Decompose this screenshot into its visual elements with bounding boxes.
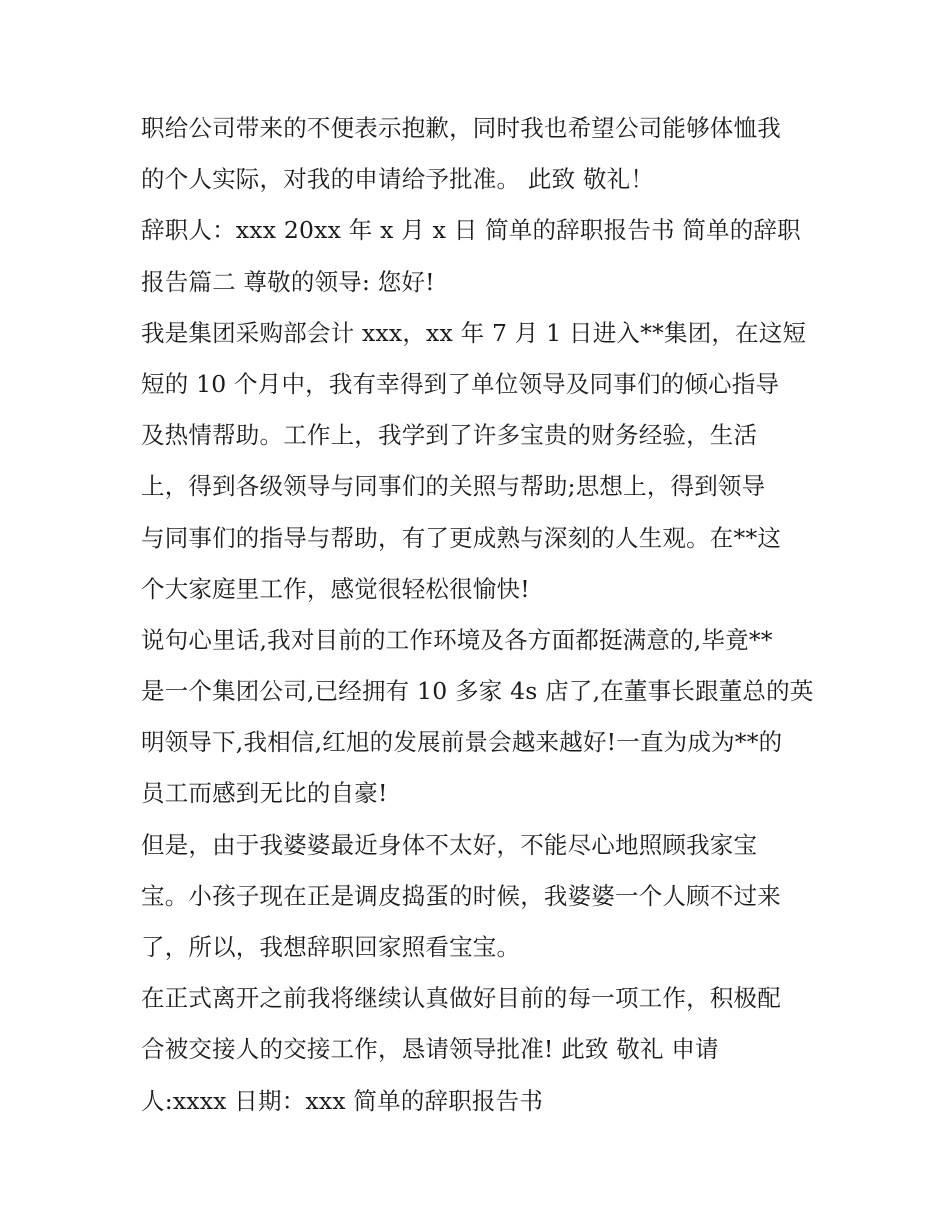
text-line: 我是集团采购部会计 xxx，xx 年 7 月 1 日进入**集团，在这短	[141, 318, 807, 347]
text-line: 是一个集团公司,已经拥有 10 多家 4s 店了,在董事长跟董总的英	[141, 677, 814, 706]
text-line: 明领导下,我相信,红旭的发展前景会越来越好!一直为成为**的	[141, 728, 783, 757]
text-line: 辞职人：xxx 20xx 年 x 月 x 日 简单的辞职报告书 简单的辞职	[141, 216, 801, 245]
text-line: 了，所以，我想辞职回家照看宝宝。	[141, 933, 521, 961]
text-line: 员工而感到无比的自豪!	[141, 779, 388, 808]
text-line: 在正式离开之前我将继续认真做好目前的每一项工作，积极配	[141, 984, 781, 1013]
text-line: 人:xxxx 日期：xxx 简单的辞职报告书	[141, 1086, 544, 1115]
text-line: 及热情帮助。工作上，我学到了许多宝贵的财务经验，生活	[141, 421, 758, 450]
text-line: 但是，由于我婆婆最近身体不太好，不能尽心地照顾我家宝	[141, 830, 758, 859]
text-line: 的个人实际，对我的申请给予批准。 此致 敬礼！	[141, 165, 655, 194]
text-line: 合被交接人的交接工作，恳请领导批准! 此致 敬礼 申请	[141, 1035, 719, 1064]
text-line: 与同事们的指导与帮助，有了更成熟与深刻的人生观。在**这	[141, 523, 782, 552]
text-line: 说句心里话,我对目前的工作环境及各方面都挺满意的,毕竟**	[141, 625, 773, 654]
text-line: 宝。小孩子现在正是调皮捣蛋的时候，我婆婆一个人顾不过来	[141, 881, 781, 910]
text-line: 个大家庭里工作，感觉很轻松很愉快!	[141, 574, 530, 603]
text-line: 报告篇二 尊敬的领导: 您好!	[141, 267, 435, 296]
text-line: 职给公司带来的不便表示抱歉，同时我也希望公司能够体恤我	[141, 114, 781, 142]
document-body	[141, 103, 831, 1127]
text-line: 短的 10 个月中，我有幸得到了单位领导及同事们的倾心指导	[141, 369, 780, 398]
text-line: 上，得到各级领导与同事们的关照与帮助;思想上，得到领导	[141, 472, 766, 501]
